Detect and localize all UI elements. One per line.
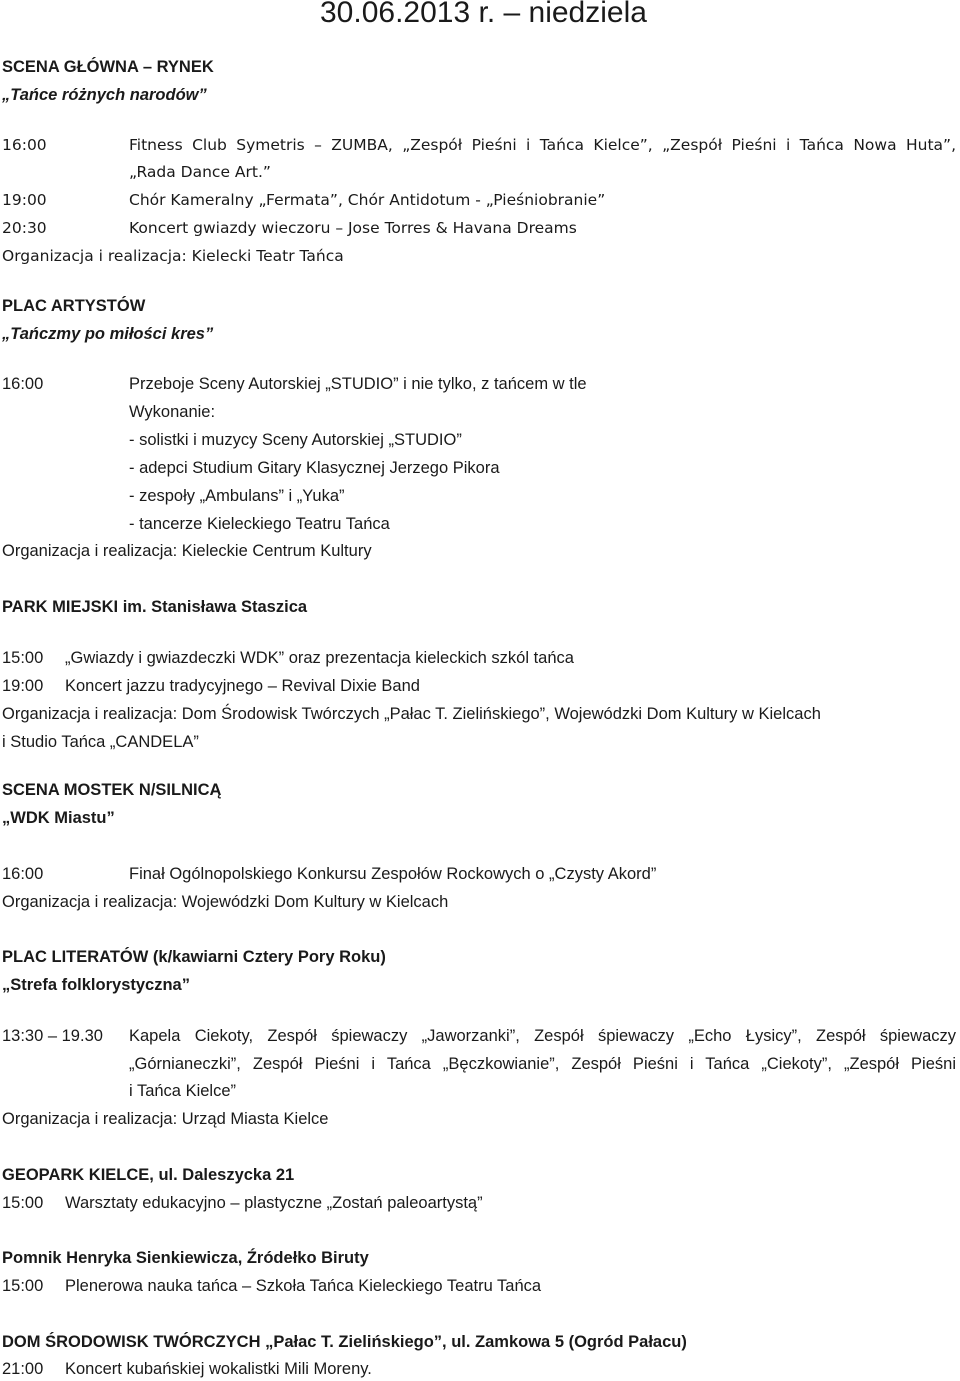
event-time: 19:00 (2, 191, 47, 209)
event-description: Chór Kameralny „Fermata”, Chór Antidotum - „Pieśniobranie” (129, 191, 606, 209)
section-subtitle-plac-literatow: „Strefa folklorystyczna” (2, 976, 190, 994)
event-description-continued: i Tańca Kielce” (129, 1082, 237, 1100)
section-title-geopark: GEOPARK KIELCE, ul. Daleszycka 21 (2, 1166, 295, 1184)
event-time: 16:00 (2, 136, 47, 154)
event-description: Przeboje Sceny Autorskiej „STUDIO” i nie tylko, z tańcem w tle (129, 375, 587, 393)
event-description-continued: „Górnianeczki”, Zespół Pieśni i Tańca „Bęczkowianie”, Zespół Pieśni i Tańca „Ciekoty”, „Zespół Pieśni (129, 1055, 956, 1073)
event-time: 15:00 (2, 1194, 44, 1212)
section-title-plac-artystow: PLAC ARTYSTÓW (2, 297, 146, 315)
event-description: Koncert jazzu tradycyjnego – Revival Dixie Band (65, 677, 420, 695)
performer-item: - solistki i muzycy Sceny Autorskiej „STUDIO” (129, 431, 462, 449)
event-description: „Gwiazdy i gwiazdeczki WDK” oraz prezentacja kieleckich szkól tańca (65, 649, 574, 667)
event-time: 13:30 – 19.30 (2, 1027, 103, 1045)
event-time: 20:30 (2, 219, 47, 237)
organizer-line: Organizacja i realizacja: Wojewódzki Dom Kultury w Kielcach (2, 893, 449, 911)
event-time: 15:00 (2, 649, 44, 667)
event-description: Finał Ogólnopolskiego Konkursu Zespołów Rockowych o „Czysty Akord” (129, 865, 657, 883)
event-description: Koncert kubańskiej wokalistki Mili Moreny. (65, 1360, 372, 1378)
section-title-plac-literatow: PLAC LITERATÓW (k/kawiarni Cztery Pory Roku) (2, 948, 386, 966)
performer-item: - tancerze Kieleckiego Teatru Tańca (129, 515, 390, 533)
section-title-dom-srodowisk: DOM ŚRODOWISK TWÓRCZYCH „Pałac T. Zielińskiego”, ul. Zamkowa 5 (Ogród Pałacu) (2, 1333, 687, 1351)
event-time: 15:00 (2, 1277, 44, 1295)
event-description: Kapela Ciekoty, Zespół śpiewaczy „Jaworzanki”, Zespół śpiewaczy „Echo Łysicy”, Zespół śpiewaczy (129, 1027, 956, 1045)
event-time: 16:00 (2, 865, 44, 883)
section-subtitle-scena-glowna: „Tańce różnych narodów” (2, 86, 207, 104)
event-description: Warsztaty edukacyjno – plastyczne „Zostań paleoartystą” (65, 1194, 483, 1212)
section-title-park-miejski: PARK MIEJSKI im. Stanisława Staszica (2, 598, 308, 616)
event-description: Fitness Club Symetris – ZUMBA, „Zespół Pieśni i Tańca Kielce”, „Zespół Pieśni i Tańca Nowa Huta”, (129, 136, 956, 154)
performers-label: Wykonanie: (129, 403, 216, 421)
performer-item: - adepci Studium Gitary Klasycznej Jerzego Pikora (129, 459, 500, 477)
event-description: Koncert gwiazdy wieczoru – Jose Torres & Havana Dreams (129, 219, 577, 237)
organizer-line: Organizacja i realizacja: Urząd Miasta Kielce (2, 1110, 329, 1128)
organizer-line: Organizacja i realizacja: Dom Środowisk Twórczych „Pałac T. Zielińskiego”, Wojewódzki Dom Kultury w Kielcach (2, 705, 821, 723)
event-time: 21:00 (2, 1360, 44, 1378)
section-subtitle-scena-mostek: „WDK Miastu” (2, 809, 115, 827)
event-time: 16:00 (2, 375, 44, 393)
organizer-line: Organizacja i realizacja: Kieleckie Centrum Kultury (2, 542, 372, 560)
section-title-scena-glowna: SCENA GŁÓWNA – RYNEK (2, 58, 214, 76)
event-time: 19:00 (2, 677, 44, 695)
section-subtitle-plac-artystow: „Tańczmy po miłości kres” (2, 325, 214, 343)
performer-item: - zespoły „Ambulans” i „Yuka” (129, 487, 345, 505)
page-date: 30.06.2013 r. – niedziela (320, 0, 647, 29)
event-description: Plenerowa nauka tańca – Szkoła Tańca Kieleckiego Teatru Tańca (65, 1277, 542, 1295)
organizer-line-continued: i Studio Tańca „CANDELA” (2, 733, 199, 751)
section-title-pomnik: Pomnik Henryka Sienkiewicza, Źródełko Biruty (2, 1249, 369, 1267)
organizer-line: Organizacja i realizacja: Kielecki Teatr Tańca (2, 247, 344, 265)
event-description-continued: „Rada Dance Art.” (129, 163, 271, 181)
section-title-scena-mostek: SCENA MOSTEK N/SILNICĄ (2, 781, 222, 799)
